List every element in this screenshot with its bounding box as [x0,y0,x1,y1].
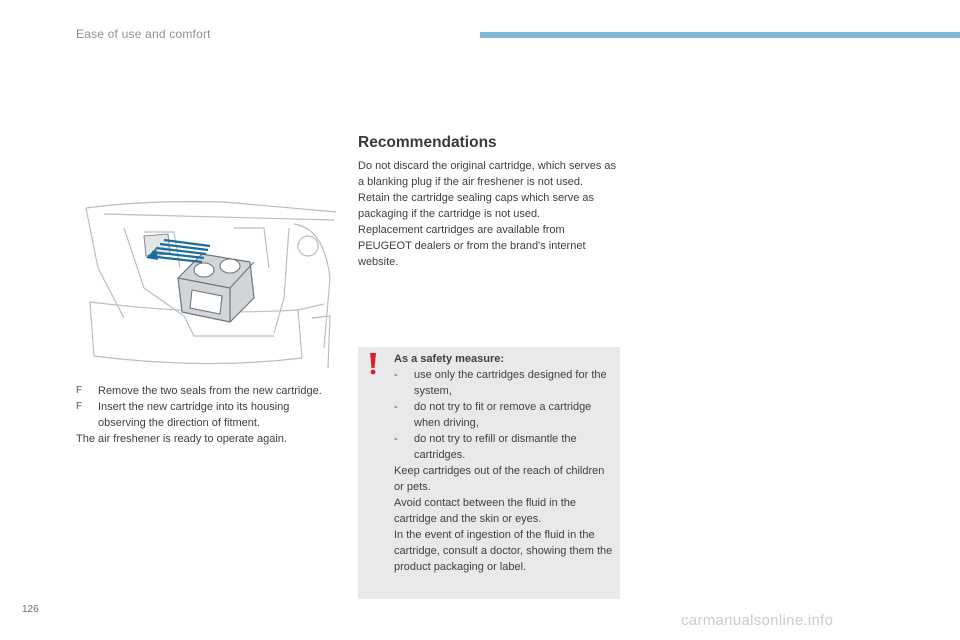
warning-heading: As a safety measure: [394,353,505,365]
closing-text: The air freshener is ready to operate again. [76,433,287,445]
recommendation-paragraph: Retain the cartridge sealing caps which serve as packaging if the cartridge is not used. [358,192,595,220]
dash-marker: - [394,369,398,381]
warning-item-text: do not try to fit or remove a cartridge when driving, [414,401,592,429]
warning-list-item [394,399,616,431]
warning-paragraph: In the event of ingestion of the fluid in the cartridge, consult a doctor, showing them the product packaging or label. [394,529,613,573]
installation-steps [76,383,326,447]
section-title: Ease of use and comfort [76,27,211,41]
step-bullet: F [76,401,83,412]
warning-paragraph: Keep cartridges out of the reach of children or pets. [394,465,605,493]
recommendation-paragraph: Do not discard the original cartridge, which serves as a blanking plug if the air freshener is not used. [358,160,617,188]
step-text: Insert the new cartridge into its housing observing the direction of fitment. [98,401,290,429]
step-text: Remove the two seals from the new cartridge. [98,385,322,397]
recommendations-title: Recommendations [358,134,497,151]
warning-list-item [394,367,616,399]
warning-item-text: use only the cartridges designed for the system, [414,369,607,397]
safety-warning-box [358,347,620,599]
recommendation-paragraph: Replacement cartridges are available from PEUGEOT dealers or from the brand's internet website. [358,224,586,268]
watermark: carmanualsonline.info [681,612,834,629]
recommendations-body [358,158,620,270]
step-item [76,383,326,399]
step-item [76,399,326,431]
dash-marker: - [394,401,398,413]
warning-list-item [394,431,616,463]
exclamation-icon [368,353,378,375]
warning-content [394,351,616,575]
warning-paragraph: Avoid contact between the fluid in the cartridge and the skin or eyes. [394,497,577,525]
step-bullet: F [76,385,83,396]
air-freshener-glovebox-illustration [84,198,338,374]
header-accent-bar [480,32,960,38]
page-number: 126 [22,604,39,615]
warning-item-text: do not try to refill or dismantle the cartridges. [414,433,577,461]
dash-marker: - [394,433,398,445]
